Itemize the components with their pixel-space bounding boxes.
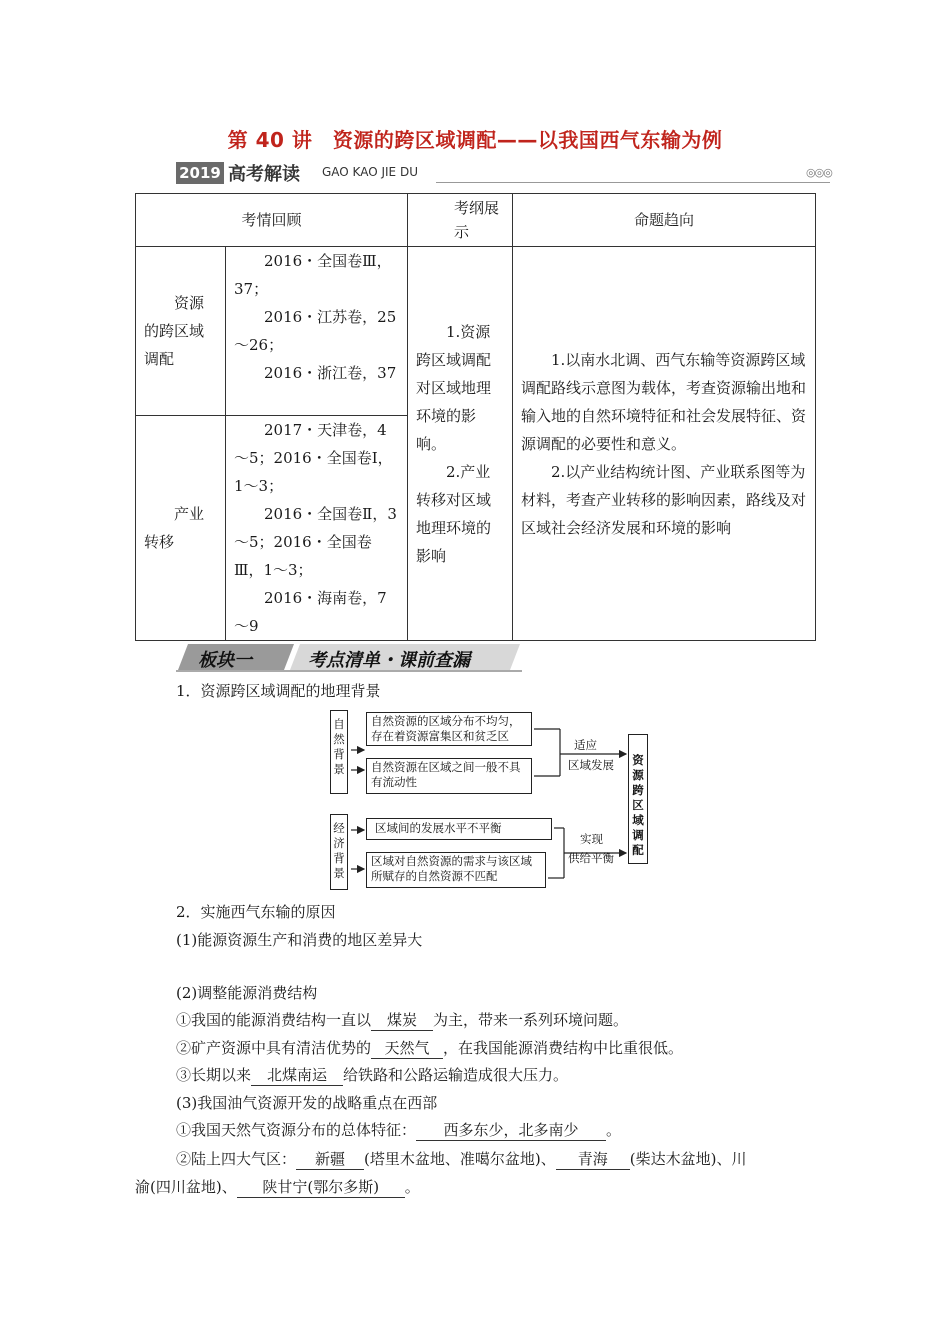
banner-label-en: GAO KAO JIE DU <box>322 165 418 179</box>
header-trend: 命题趋向 <box>513 194 816 247</box>
line-distribution: ①我国天然气资源分布的总体特征： 西多东少，北多南少 。 <box>176 1121 622 1139</box>
reason-3: (3)我国油气资源开发的战略重点在西部 <box>176 1094 438 1112</box>
arrow-label-achieve: 实现 <box>580 832 603 846</box>
arrow-label-adapt: 适应 <box>574 738 597 752</box>
blank-shaanganning: 陕甘宁(鄂尔多斯) <box>237 1177 405 1198</box>
natural-item-uneven: 自然资源的区域分布不均匀，存在着资源富集区和贫乏区 <box>366 712 532 746</box>
reason-2: (2)调整能源消费结构 <box>176 984 318 1002</box>
topic-industry: 产业转移 <box>136 416 226 641</box>
header-outline: 考纲展示 <box>408 194 513 247</box>
econ-item-mismatch: 区域对自然资源的需求与该区域所赋存的自然资源不匹配 <box>366 852 546 888</box>
reason-1: (1)能源资源生产和消费的地区差异大 <box>176 931 423 949</box>
gaokao-banner <box>176 162 848 184</box>
econ-item-imbalance: 区域间的发展水平不平衡 <box>366 818 552 840</box>
economic-background-label: 经济背景 <box>330 814 348 890</box>
blank-xinjiang: 新疆 <box>296 1149 364 1170</box>
section-label-left: 板块一 <box>198 650 252 671</box>
natural-background-label: 自然背景 <box>330 710 348 794</box>
banner-label: 高考解读 <box>228 164 300 185</box>
blank-coal: 煤炭 <box>371 1010 433 1031</box>
exam-list-resource: 2016・全国卷Ⅲ，37； 2016・江苏卷，25～26； 2016・浙江卷，37 <box>226 247 408 416</box>
line-gas-regions-cont: 渝(四川盆地)、 陕甘宁(鄂尔多斯) 。 <box>135 1178 420 1196</box>
outline-cell: 1.资源跨区域调配对区域地理环境的影响。 2.产业转移对区域地理环境的影响 <box>408 247 513 641</box>
heading-reasons: 2．实施西气东输的原因 <box>176 903 336 921</box>
banner-dots-icon: ◎◎◎ <box>806 166 832 179</box>
line-coal: ①我国的能源消费结构一直以 煤炭 为主，带来一系列环境问题。 <box>176 1011 629 1029</box>
arrow-label-supply-balance: 供给平衡 <box>568 851 614 865</box>
background-diagram <box>328 708 650 890</box>
blank-gas: 天然气 <box>371 1038 443 1059</box>
header-review: 考情回顾 <box>136 194 408 247</box>
blank-north-coal: 北煤南运 <box>251 1065 343 1086</box>
line-gas: ②矿产资源中具有清洁优势的 天然气 ，在我国能源消费结构中比重很低。 <box>176 1039 684 1057</box>
line-north-coal: ③长期以来 北煤南运 给铁路和公路运输造成很大压力。 <box>176 1066 569 1084</box>
topic-resource: 资源的跨区域调配 <box>136 247 226 416</box>
natural-item-immobile: 自然资源在区域之间一般不具有流动性 <box>366 758 532 794</box>
line-gas-regions: ②陆上四大气区： 新疆 (塔里木盆地、准噶尔盆地)、 青海 (柴达木盆地)、川 <box>176 1150 747 1168</box>
section-banner <box>176 642 522 672</box>
exam-overview-table <box>135 193 816 641</box>
banner-divider <box>436 182 830 183</box>
arrow-label-regional-development: 区域发展 <box>568 758 614 772</box>
banner-year: 2019 <box>176 162 224 184</box>
trend-cell: 1.以南水北调、西气东输等资源跨区域调配路线示意图为载体，考查资源输出地和输入地的自然环境特征和社会发展特征、资源调配的必要性和意义。 2.以产业结构统计图、产业联系图等为材料，考查产业转移的影响因素，路线及对区域社会经济发展和环境的影响 <box>513 247 816 641</box>
section-label-right: 考点清单・课前查漏 <box>308 650 470 671</box>
blank-qinghai: 青海 <box>556 1149 630 1170</box>
blank-distribution: 西多东少，北多南少 <box>416 1120 606 1141</box>
exam-list-industry: 2017・天津卷，4～5；2016・全国卷Ⅰ，1～3； 2016・全国卷Ⅱ，3～5；2016・全国卷Ⅲ，1～3； 2016・海南卷，7～9 <box>226 416 408 641</box>
heading-background: 1．资源跨区域调配的地理背景 <box>176 682 381 700</box>
result-resource-allocation: 资源跨区域调配 <box>628 734 648 864</box>
page-title: 第 40 讲 资源的跨区域调配——以我国西气东输为例 <box>227 128 723 152</box>
